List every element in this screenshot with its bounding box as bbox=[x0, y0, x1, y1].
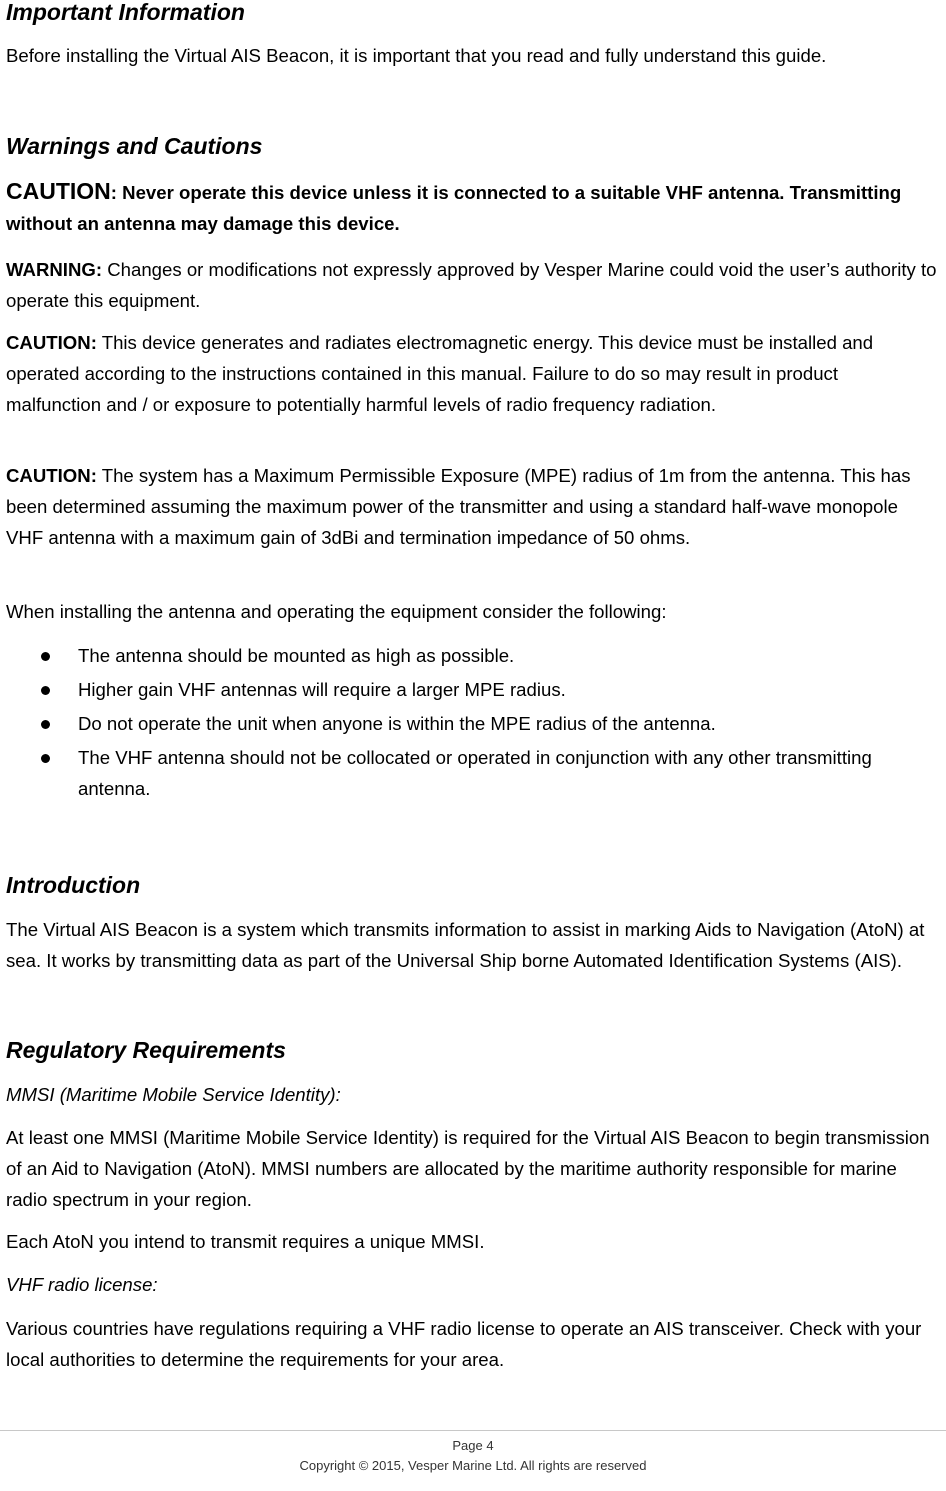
bullet-icon bbox=[41, 754, 50, 763]
copyright-notice: Copyright © 2015, Vesper Marine Ltd. All rights are reserved bbox=[299, 1458, 647, 1473]
important-body: Before installing the Virtual AIS Beacon, it is important that you read and fully understand this guide. bbox=[6, 45, 827, 66]
caution-label: CAUTION: bbox=[6, 465, 97, 486]
warning-text: Changes or modifications not expressly approved by Vesper Marine could void the user’s authority to operate this equipment. bbox=[6, 259, 937, 311]
mmsi-subheading: MMSI (Maritime Mobile Service Identity): bbox=[6, 1084, 341, 1105]
mmsi-body: At least one MMSI (Maritime Mobile Service Identity) is required for the Virtual AIS Beacon to begin transmission of an Aid to Navigation (AtoN). MMSI numbers are allocated by the maritime authority responsible for marine radio spectrum in your region. bbox=[6, 1127, 930, 1210]
consider-list bbox=[6, 640, 938, 804]
list-item: The antenna should be mounted as high as possible. bbox=[6, 640, 938, 671]
mmsi-each: Each AtoN you intend to transmit requires a unique MMSI. bbox=[6, 1231, 485, 1252]
footer-divider bbox=[0, 1430, 946, 1431]
consider-intro: When installing the antenna and operating the equipment consider the following: bbox=[6, 601, 667, 622]
heading-important-information: Important Information bbox=[6, 0, 245, 25]
heading-regulatory: Regulatory Requirements bbox=[6, 1037, 286, 1063]
caution-antenna bbox=[6, 176, 938, 239]
caution-text: The system has a Maximum Permissible Exposure (MPE) radius of 1m from the antenna. This has been determined assuming the maximum power of the transmitter and using a standard half-wave monopole VHF antenna with a maximum gain of 3dBi and termination impedance of 50 ohms. bbox=[6, 465, 911, 548]
page-number: Page 4 bbox=[452, 1438, 494, 1453]
bullet-icon bbox=[41, 652, 50, 661]
heading-warnings-cautions: Warnings and Cautions bbox=[6, 133, 263, 159]
heading-introduction: Introduction bbox=[6, 872, 141, 898]
vhf-subheading: VHF radio license: bbox=[6, 1274, 158, 1295]
page-footer bbox=[0, 1436, 946, 1476]
introduction-body: The Virtual AIS Beacon is a system which transmits information to assist in marking Aids to Navigation (AtoN) at sea. It works by transmitting data as part of the Universal Ship borne Automated Identification Systems (AIS). bbox=[6, 919, 925, 971]
caution-text: This device generates and radiates electromagnetic energy. This device must be installed and operated according to the instructions contained in this manual. Failure to do so may result in product malfunction and / or exposure to potentially harmful levels of radio frequency radiation. bbox=[6, 332, 874, 415]
caution-mpe bbox=[6, 460, 938, 553]
warning-label: WARNING: bbox=[6, 259, 103, 280]
warning-modifications bbox=[6, 254, 938, 316]
list-item: Do not operate the unit when anyone is within the MPE radius of the antenna. bbox=[6, 708, 938, 739]
caution-text: : Never operate this device unless it is connected to a suitable VHF antenna. Transmitting without an antenna may damage this device. bbox=[6, 182, 902, 234]
bullet-icon bbox=[41, 686, 50, 695]
caution-emission bbox=[6, 327, 938, 420]
list-item: Higher gain VHF antennas will require a larger MPE radius. bbox=[6, 674, 938, 705]
caution-label: CAUTION bbox=[6, 178, 111, 204]
caution-label: CAUTION: bbox=[6, 332, 97, 353]
list-item: The VHF antenna should not be collocated or operated in conjunction with any other transmitting antenna. bbox=[6, 742, 938, 804]
vhf-body: Various countries have regulations requiring a VHF radio license to operate an AIS transceiver. Check with your local authorities to determine the requirements for your area. bbox=[6, 1318, 922, 1370]
bullet-icon bbox=[41, 720, 50, 729]
